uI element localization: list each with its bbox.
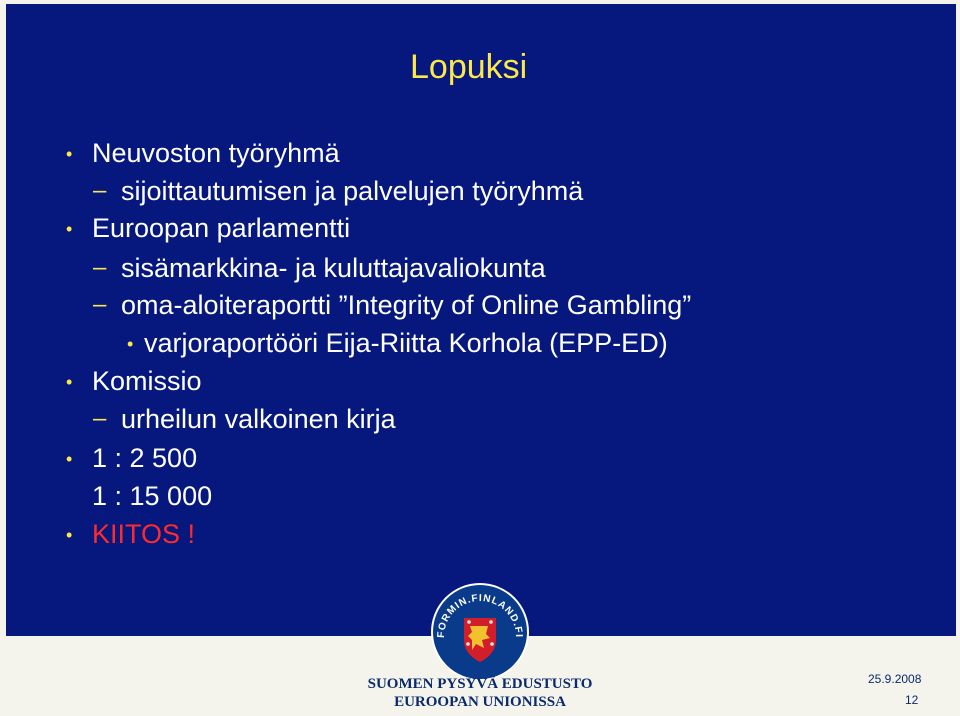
slide-line: urheilun valkoinen kirja [121,404,396,434]
slide-line: oma-aloiteraportti ”Integrity of Online Gambling” [121,290,692,320]
dash-marker: – [93,405,107,432]
bullet-marker: • [66,372,73,392]
slide-line: varjoraportööri Eija-Riitta Korhola (EPP-ED) [144,328,668,358]
slide-line: Komissio [92,366,202,396]
slide-line: sisämarkkina- ja kuluttajavaliokunta [121,253,546,283]
bullet-marker: • [66,144,73,164]
slide-line: Euroopan parlamentti [92,213,351,243]
slide-line: 1 : 2 500 [92,443,198,473]
dash-marker: – [93,291,107,318]
finnish-lion-emblem-icon [430,582,530,682]
dash-marker: – [93,177,107,204]
bullet-marker: • [66,525,73,545]
logo-ring-text: FORMIN.FINLAND.FI [435,592,525,639]
footer-line-2: EUROOPAN UNIONISSA [394,694,566,710]
bullet-marker: • [66,219,73,239]
footer-line-1: SUOMEN PYSYVÄ EDUSTUSTO [367,676,593,692]
slide-date: 25.9.2008 [868,672,922,686]
dash-marker: – [93,254,107,281]
page-number: 12 [905,693,919,707]
slide-line: KIITOS ! [92,519,196,549]
slide-title: Lopuksi [410,48,528,86]
bullet-marker: • [66,449,73,469]
slide-line: Neuvoston työryhmä [92,138,340,168]
bullet-marker: • [127,334,134,354]
slide-line: sijoittautumisen ja palvelujen työryhmä [121,176,584,206]
slide-line: 1 : 15 000 [92,481,213,511]
